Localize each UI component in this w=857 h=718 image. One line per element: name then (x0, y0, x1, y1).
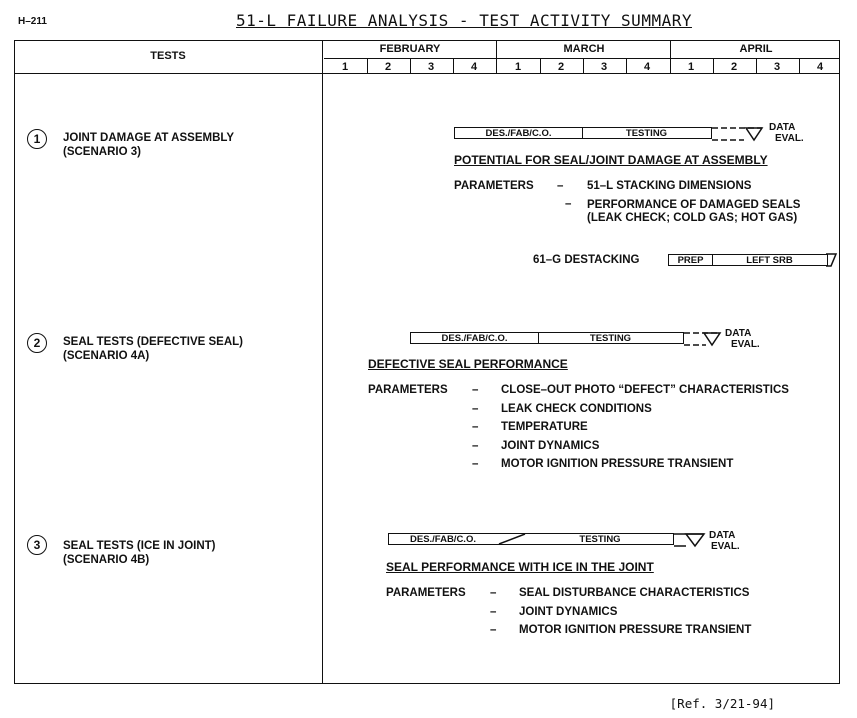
test-number-1: 1 (27, 129, 47, 149)
test-1-des-fab-segment: DES./FAB/C.O. (455, 128, 583, 138)
week-label: 4 (643, 61, 651, 73)
test-2-testing-segment: TESTING (589, 332, 632, 344)
test-2-schedule-bar (410, 332, 684, 344)
destacking-left-srb-segment: LEFT SRB (746, 254, 793, 266)
week-label: 1 (514, 61, 522, 73)
week-label: 1 (341, 61, 349, 73)
week-label: 3 (773, 61, 781, 73)
test-2-parameter: MOTOR IGNITION PRESSURE TRANSIENT (501, 458, 734, 470)
test-2-parameter: JOINT DYNAMICS (501, 440, 600, 452)
week-label: 3 (600, 61, 608, 73)
parameter-dash: – (472, 421, 479, 433)
parameter-dash: – (472, 440, 479, 452)
month-february: FEBRUARY (379, 43, 441, 55)
week-label: 3 (427, 61, 435, 73)
test-3-data-eval-label: DATA EVAL. (709, 530, 740, 552)
parameter-dash: – (490, 606, 497, 618)
test-3-parameters-label: PARAMETERS (386, 587, 466, 599)
tests-header: TESTS (150, 50, 186, 62)
week-label: 2 (557, 61, 565, 73)
test-3-subtitle: SEAL PERFORMANCE WITH ICE IN THE JOINT (386, 560, 654, 574)
month-march: MARCH (563, 43, 605, 55)
test-2-name-line1: SEAL TESTS (DEFECTIVE SEAL) (63, 336, 243, 348)
test-1-name (63, 131, 234, 159)
test-1-name-line1: JOINT DAMAGE AT ASSEMBLY (63, 132, 235, 144)
parameter-dash: – (472, 458, 479, 470)
week-label: 2 (730, 61, 738, 73)
document-id: H–211 (18, 16, 47, 27)
test-2-parameters-label: PARAMETERS (368, 384, 448, 396)
test-2-data-eval-label: DATA EVAL. (725, 328, 760, 350)
test-3-parameter: SEAL DISTURBANCE CHARACTERISTICS (519, 587, 750, 599)
test-1-subtitle: POTENTIAL FOR SEAL/JOINT DAMAGE AT ASSEMBLY (454, 153, 768, 167)
destacking-prep-segment: PREP (669, 255, 713, 265)
test-3-data-eval-marker (674, 531, 708, 551)
header-divider (14, 73, 840, 74)
test-3-parameter: JOINT DYNAMICS (519, 606, 618, 618)
test-2-des-fab-segment: DES./FAB/C.O. (411, 333, 539, 343)
parameter-dash: – (490, 587, 497, 599)
test-3-name-line1: SEAL TESTS (ICE IN JOINT) (63, 540, 216, 552)
test-1-parameter: PERFORMANCE OF DAMAGED SEALS (587, 199, 801, 211)
parameter-dash: – (472, 403, 479, 415)
test-3-testing-segment: TESTING (579, 533, 621, 545)
destacking-bar (668, 254, 828, 266)
parameter-dash: – (472, 384, 479, 396)
tests-column-divider (322, 40, 323, 684)
parameter-dash: – (557, 180, 564, 192)
test-number-3: 3 (27, 535, 47, 555)
test-2-name (63, 335, 243, 363)
week-label: 4 (470, 61, 478, 73)
month-week-divider (324, 58, 840, 59)
test-2-parameter: TEMPERATURE (501, 421, 588, 433)
test-2-parameter: CLOSE–OUT PHOTO “DEFECT” CHARACTERISTICS (501, 384, 789, 396)
test-2-scenario: (SCENARIO 4A) (63, 350, 150, 362)
week-label: 1 (687, 61, 695, 73)
reference-note: [Ref. 3/21-94] (669, 696, 775, 711)
test-1-parameters-label: PARAMETERS (454, 180, 534, 192)
test-2-data-eval-marker (684, 330, 724, 350)
test-3-scenario: (SCENARIO 4B) (63, 554, 150, 566)
test-3-name (63, 539, 216, 567)
test-1-schedule-bar (454, 127, 712, 139)
test-1-testing-segment: TESTING (625, 127, 668, 139)
test-1-data-eval-label: DATA EVAL. (769, 122, 804, 144)
test-1-parameter: 51–L STACKING DIMENSIONS (587, 180, 752, 192)
month-april: APRIL (739, 43, 773, 55)
document-title: 51-L FAILURE ANALYSIS - TEST ACTIVITY SUMMARY (236, 11, 692, 30)
destacking-label: 61–G DESTACKING (533, 254, 640, 266)
test-3-overlap-slash (497, 534, 527, 544)
test-1-data-eval-marker (712, 125, 768, 145)
test-1-scenario: (SCENARIO 3) (63, 146, 141, 158)
week-label: 4 (816, 61, 824, 73)
week-label: 2 (384, 61, 392, 73)
parameter-dash: – (565, 198, 572, 210)
test-3-schedule-bar (388, 533, 674, 545)
test-1-parameter: (LEAK CHECK; COLD GAS; HOT GAS) (587, 212, 798, 224)
test-number-2: 2 (27, 333, 47, 353)
test-3-des-fab-segment: DES./FAB/C.O. (410, 533, 476, 545)
destacking-arrow-icon (826, 253, 840, 268)
test-2-subtitle: DEFECTIVE SEAL PERFORMANCE (368, 357, 568, 371)
test-2-parameter: LEAK CHECK CONDITIONS (501, 403, 652, 415)
parameter-dash: – (490, 624, 497, 636)
test-3-parameter: MOTOR IGNITION PRESSURE TRANSIENT (519, 624, 752, 636)
